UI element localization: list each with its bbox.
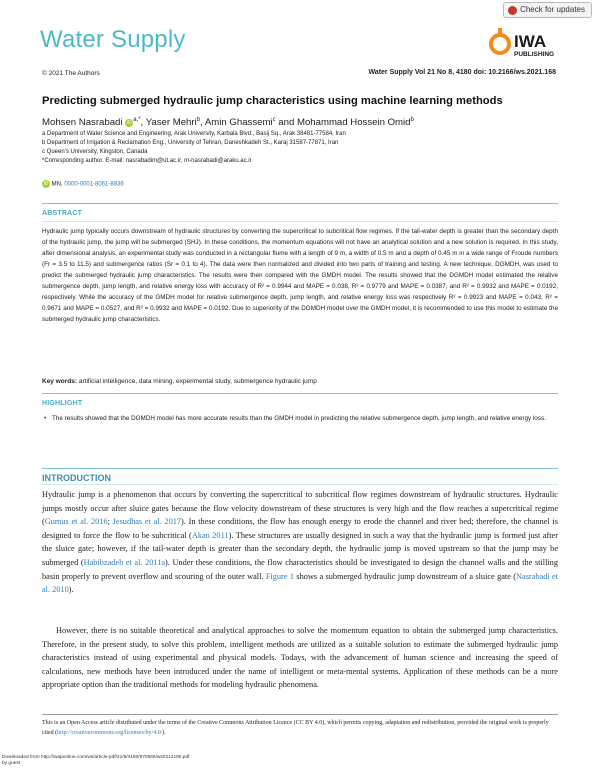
keywords-list: artificial intelligence, data mining, experimental study, submergence hydraulic jump bbox=[78, 378, 317, 385]
author-sup: a,* bbox=[133, 117, 141, 123]
author-sup: c bbox=[272, 117, 276, 123]
orcid-icon[interactable]: iD bbox=[126, 119, 132, 126]
divider bbox=[42, 203, 558, 204]
affiliation: c Queen's University, Kingston, Canada bbox=[42, 149, 148, 155]
orcid-label: MN, bbox=[51, 181, 65, 188]
divider bbox=[42, 484, 558, 485]
download-note bbox=[2, 755, 189, 767]
logo-iwa-text: IWA bbox=[514, 32, 547, 51]
author-name: Mohsen Nasrabadi bbox=[42, 117, 123, 129]
author-name: Amin Ghassemi bbox=[204, 117, 273, 129]
divider bbox=[42, 221, 558, 222]
affiliation: b Department of Irrigation & Reclamation Eng., University of Tehran, Daneshkadeh St., Karaj 31587-77871, Iran bbox=[42, 140, 339, 146]
journal-title: Water Supply bbox=[40, 26, 186, 53]
author-list: Mohsen Nasrabadi iD $^{a,*}$, Yaser Mehri$^b$, Amin Ghassemi$^c$ and Mohammad Hossein Omid$^b$ bbox=[42, 117, 414, 129]
affiliations bbox=[42, 130, 346, 166]
keywords bbox=[42, 378, 317, 385]
license-footnote: This is an Open Access article distributed under the terms of the Creative Commons Attribution Licence (CC BY 4.0), which permits copying, adaptation and redistribution, provided the original work is properly cited (http://creativecommons.org/licenses/by/4.0/). bbox=[42, 720, 549, 736]
citation-link[interactable]: Gumus et al. 2016 bbox=[44, 517, 108, 527]
author-sup: b bbox=[410, 117, 414, 123]
divider bbox=[42, 393, 558, 394]
orcid-line bbox=[42, 180, 124, 188]
orcid-icon: iD bbox=[43, 181, 49, 187]
orcid-link[interactable]: 0000-0001-8061-8836 bbox=[64, 181, 124, 188]
highlight-heading: HIGHLIGHT bbox=[42, 400, 83, 407]
highlight-item: • The results showed that the DGMDH model has more accurate results than the GMDH model in predicting the relative submergence depth, jump length, and relative energy loss. bbox=[52, 413, 557, 424]
iwa-publishing-logo bbox=[488, 24, 558, 64]
intro-paragraph-1: Hydraulic jump is a phenomenon that occurs by converting the supercritical to subcritical flow regimes downstream of hydraulic structures. Hydraulic jumps mostly occur after sluice gates because the flow velocity downstream of these structures is very high and the flow reaches a supercritical regime (Gumus et al. 2016; Jesudhas et al. 2017). In these conditions, the flow has enough energy to erode the channel and river bed; therefore, the channel is designed to force the flow to be subcritical (Akan 2011). These structures are usually designed in such a way that the hydraulic jump is formed just after the sluice gate; however, if the tail-water depth is greater than the secondary depth, the hydraulic jump is moved upstream so that the jump may be submerged (Habibzadeh et al. 2011a). Under these conditions, the flow characteristics should be investigated to design the channel walls and the stilling basin properly to prevent overflow and scouring of the outer wall. Figure 1 shows a submerged hydraulic jump downstream of a sluice gate (Nasrabadi et al. 2010). bbox=[42, 490, 559, 595]
copyright: © 2021 The Authors bbox=[42, 70, 100, 77]
crossmark-icon bbox=[508, 6, 517, 15]
citation: Water Supply Vol 21 No 8, 4180 doi: 10.2166/ws.2021.168 bbox=[368, 69, 556, 76]
license-link[interactable]: http://creativecommons.org/licenses/by/4.0/ bbox=[57, 730, 163, 736]
abstract-heading: ABSTRACT bbox=[42, 210, 83, 217]
check-updates-label: Check for updates bbox=[520, 5, 585, 14]
download-line: Downloaded from http://iwaponline.com/ws/article-pdf/21/8/4180/970568/ws0214180.pdf bbox=[2, 755, 190, 760]
citation-link[interactable]: Akan 2011 bbox=[191, 530, 229, 540]
check-for-updates-button[interactable] bbox=[503, 2, 592, 18]
article-title: Predicting submerged hydraulic jump characteristics using machine learning methods bbox=[42, 95, 503, 107]
affiliation: a Department of Water Science and Engineering, Arak University, Karbala Blvd., Basij Sq., Arak 38481-77584, Iran bbox=[42, 131, 346, 137]
footnote-divider bbox=[42, 714, 558, 715]
keywords-label: Key words: bbox=[42, 378, 78, 385]
citation-link[interactable]: Jesudhas et al. 2017 bbox=[112, 517, 182, 527]
intro-paragraph-2: However, there is no suitable theoretical and analytical approaches to solve the momentum equation to obtain the submerged jump characteristics. Therefore, in the present study, to solve this problem, intelligent methods are utilized as a suitable solution to estimate the submerged hydraulic jump characteristics instead of using experimental and physical models. Todays, with the advancement of human science and increasing the speed of calculations, new methods have been introduced under the name of intelligent or meta-mental systems. Application of these methods can be a more appropriate option than the traditional methods for modeling hydraulic phenomena. bbox=[42, 626, 558, 690]
citation-link[interactable]: Habibzadeh et al. 2011a bbox=[83, 557, 166, 567]
divider bbox=[42, 468, 558, 469]
author-sup: b bbox=[196, 117, 201, 123]
logo-publishing-text: PUBLISHING bbox=[514, 51, 555, 58]
author-name: Mohammad Hossein Omid bbox=[296, 117, 411, 129]
abstract-text: Hydraulic jump typically occurs downstream of hydraulic structures by converting the supercritical to subcritical flow regimes. If the tail-water depth is greater than the secondary depth of the hydraulic jump, the jump will be submerged (SHJ). In these conditions, the momentum equations will not have an analytical solution and a new solution is required. In this study, after dimensional analysis, an experimental study was conducted in a rectangular flume with a length of 9 m, a width of 0.5 m and a depth of 0.45 m in a wide range of Froude numbers (Fr = 3.5 to 11.5) and submergence ratios (Sr = 0.1 to 4). The data were then normalized and divided into two parts of training and testing. A new technique, DGMDH, was used to predict the submerged hydraulic jump characteristics. The results were then compared with the GMDH model. The results showed that the DGMDH model estimated the relative submergence depth, jump length, and relative energy loss with accuracy of R² = 0.9944 and MAPE = 0.038, R² = 0.9779 and MAPE = 0.0387, and R² = 0.9932 and MAPE = 0.0192, respectively. While the accuracy of the GMDH model for relative submergence depth, jump length, and relative energy loss was respectively R² = 0.9923 and MAPE = 0.043, R² = 0.9671 and MAPE = 0.0527, and R² = 0.9932 and MAPE = 0.0192. Due to superiority of the DGMDH model over the GMDH model, it is recommended to use this model to estimate the submerged hydraulic jump characteristics. bbox=[42, 228, 558, 323]
figure-link[interactable]: Figure 1 bbox=[265, 571, 294, 581]
corresponding-author: *Corresponding author. E-mail: nasrabadim@ut.ac.ir, m-nasrabadi@araku.ac.ir bbox=[42, 158, 252, 164]
citation-link[interactable]: Nasrabadi et al. 2010 bbox=[42, 571, 559, 595]
introduction-heading: INTRODUCTION bbox=[42, 473, 111, 483]
download-line: by guest bbox=[2, 761, 21, 766]
author-name: Yaser Mehri bbox=[145, 117, 197, 129]
